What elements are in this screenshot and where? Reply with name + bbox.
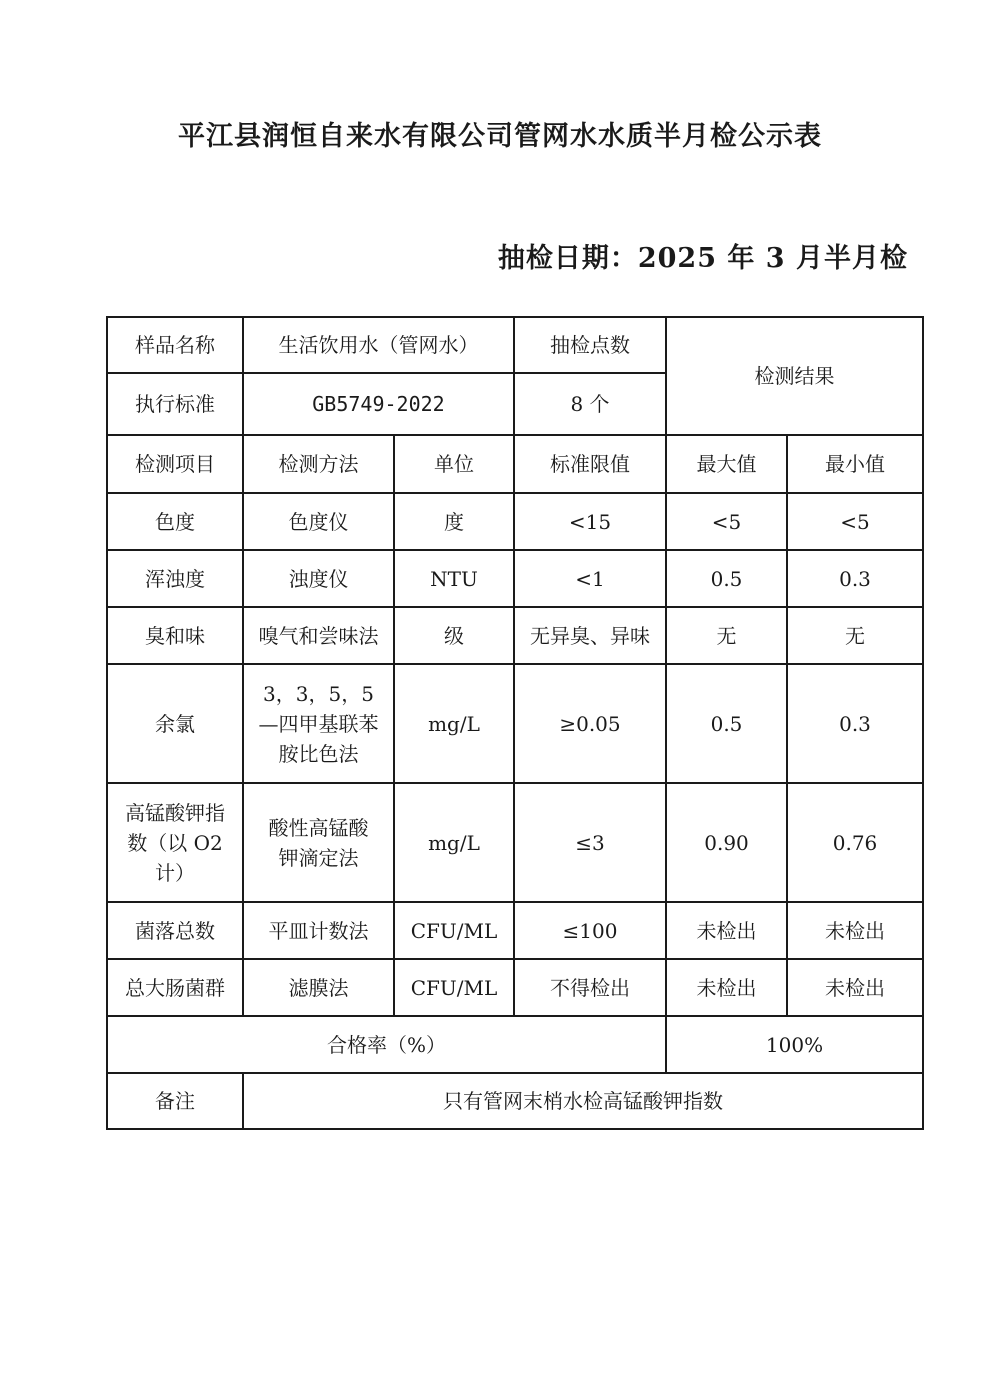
table-row: [107, 902, 923, 959]
table-row: [107, 607, 923, 664]
sample-name-label: 样品名称: [107, 317, 243, 373]
method-cell: 滤膜法: [243, 959, 394, 1016]
limit-cell: <15: [514, 493, 666, 550]
page-title: 平江县润恒自来水有限公司管网水水质半月检公示表: [178, 121, 822, 152]
table-row: [107, 959, 923, 1016]
unit-cell: mg/L: [394, 664, 514, 783]
table-row: [107, 664, 923, 783]
sample-name-value: 生活饮用水（管网水）: [243, 317, 514, 373]
min-label: 最小值: [787, 435, 923, 493]
max-cell: 0.5: [666, 664, 787, 783]
max-cell: 0.5: [666, 550, 787, 607]
item-cell: 菌落总数: [107, 902, 243, 959]
method-cell: 3，3，5，5—四甲基联苯胺比色法: [243, 664, 394, 783]
min-cell: 0.3: [787, 664, 923, 783]
remarks-value: 只有管网末梢水检高锰酸钾指数: [243, 1073, 923, 1129]
sample-date: 抽检日期：2025 年 3 月半月检: [497, 243, 908, 274]
table-row: [107, 317, 923, 373]
table-row: [107, 493, 923, 550]
unit-cell: CFU/ML: [394, 959, 514, 1016]
max-cell: 无: [666, 607, 787, 664]
unit-cell: NTU: [394, 550, 514, 607]
min-cell: 0.76: [787, 783, 923, 902]
max-cell: <5: [666, 493, 787, 550]
sample-points-label: 抽检点数: [514, 317, 666, 373]
item-cell: 余氯: [107, 664, 243, 783]
min-cell: 无: [787, 607, 923, 664]
item-cell: 臭和味: [107, 607, 243, 664]
unit-cell: CFU/ML: [394, 902, 514, 959]
method-label: 检测方法: [243, 435, 394, 493]
limit-cell: 无异臭、异味: [514, 607, 666, 664]
results-label: 检测结果: [666, 317, 923, 435]
table-row: [107, 435, 923, 493]
limit-cell: ≥0.05: [514, 664, 666, 783]
pass-rate-value: 100%: [666, 1016, 923, 1073]
limit-cell: 不得检出: [514, 959, 666, 1016]
min-cell: 未检出: [787, 902, 923, 959]
max-cell: 未检出: [666, 959, 787, 1016]
table-row: [107, 1016, 923, 1073]
unit-cell: 度: [394, 493, 514, 550]
method-cell: 酸性高锰酸钾滴定法: [243, 783, 394, 902]
limit-label: 标准限值: [514, 435, 666, 493]
item-cell: 高锰酸钾指数（以 O2 计）: [107, 783, 243, 902]
item-cell: 总大肠菌群: [107, 959, 243, 1016]
limit-cell: ≤100: [514, 902, 666, 959]
remarks-label: 备注: [107, 1073, 243, 1129]
unit-cell: 级: [394, 607, 514, 664]
min-cell: 未检出: [787, 959, 923, 1016]
item-label: 检测项目: [107, 435, 243, 493]
max-label: 最大值: [666, 435, 787, 493]
pass-rate-label: 合格率（%）: [107, 1016, 666, 1073]
limit-cell: ≤3: [514, 783, 666, 902]
table-row: [107, 550, 923, 607]
method-cell: 浊度仪: [243, 550, 394, 607]
item-cell: 浑浊度: [107, 550, 243, 607]
standard-value: GB5749-2022: [243, 373, 514, 435]
max-cell: 0.90: [666, 783, 787, 902]
method-cell: 嗅气和尝味法: [243, 607, 394, 664]
water-quality-table: [106, 316, 924, 1130]
table-row: [107, 1073, 923, 1129]
unit-label: 单位: [394, 435, 514, 493]
max-cell: 未检出: [666, 902, 787, 959]
unit-cell: mg/L: [394, 783, 514, 902]
sample-points-value: 8 个: [514, 373, 666, 435]
table-row: [107, 783, 923, 902]
min-cell: <5: [787, 493, 923, 550]
method-cell: 色度仪: [243, 493, 394, 550]
min-cell: 0.3: [787, 550, 923, 607]
item-cell: 色度: [107, 493, 243, 550]
standard-label: 执行标准: [107, 373, 243, 435]
method-cell: 平皿计数法: [243, 902, 394, 959]
limit-cell: <1: [514, 550, 666, 607]
